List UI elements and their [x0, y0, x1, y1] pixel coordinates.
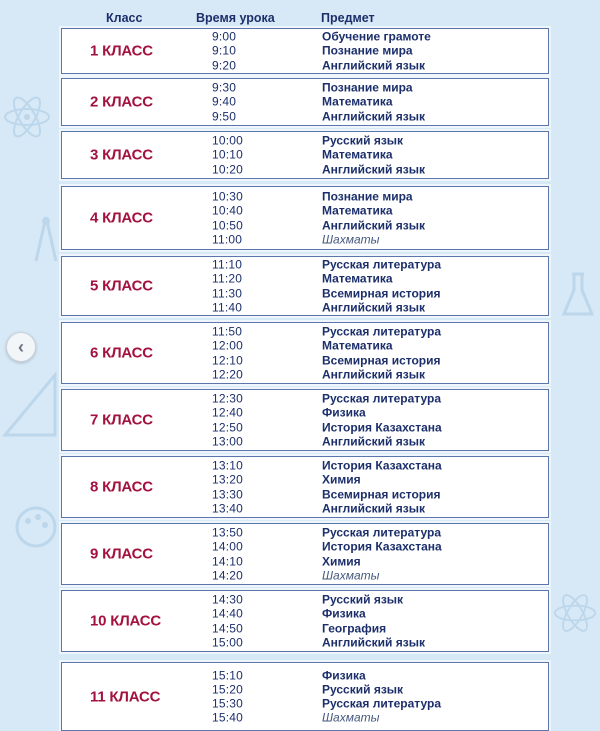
lesson-subject: История Казахстана	[322, 420, 442, 434]
schedule-row	[61, 131, 549, 179]
lesson-subjects	[322, 525, 442, 582]
lesson-time: 9:00	[212, 29, 237, 44]
lesson-time: 9:40	[212, 94, 237, 109]
lesson-subject: Математика	[322, 147, 393, 162]
lesson-time: 10:10	[212, 147, 244, 162]
ruler-triangle-icon	[0, 370, 60, 440]
lesson-time: 11:50	[212, 324, 243, 339]
lesson-subject: Шахматы	[322, 710, 380, 725]
lesson-subjects	[322, 189, 425, 246]
lesson-subjects	[322, 668, 441, 725]
lesson-times	[212, 458, 243, 515]
lesson-time: 14:40	[212, 606, 244, 621]
lesson-times	[212, 668, 243, 725]
grade-label: 1 КЛАСС	[90, 42, 153, 60]
lesson-time: 9:10	[212, 43, 237, 58]
lesson-time: 13:00	[212, 434, 244, 449]
grade-label: 9 КЛАСС	[90, 545, 153, 563]
compass-icon	[32, 215, 60, 265]
schedule-row	[61, 523, 549, 585]
lesson-time: 14:00	[212, 539, 244, 554]
lesson-subject: Русская литература	[322, 257, 441, 272]
lesson-time: 15:00	[212, 635, 244, 650]
lesson-subject: Шахматы	[322, 232, 380, 247]
lesson-time: 9:20	[212, 58, 237, 73]
lesson-time: 15:20	[212, 682, 244, 697]
lesson-time: 11:10	[212, 257, 243, 272]
lesson-subject: Английский язык	[322, 635, 425, 650]
lesson-subject: Всемирная история	[322, 286, 441, 300]
grade-label: 5 КЛАСС	[90, 277, 153, 295]
lesson-time: 12:30	[212, 391, 244, 406]
lesson-subject: Математика	[322, 338, 393, 353]
schedule-row	[61, 456, 549, 518]
lesson-subject: Химия	[322, 554, 361, 568]
lesson-subject: Всемирная история	[322, 353, 441, 367]
lesson-subjects	[322, 257, 441, 314]
lesson-subject: Русская литература	[322, 696, 441, 711]
lesson-subjects	[322, 592, 425, 649]
grade-label: 7 КЛАСС	[90, 411, 153, 429]
lesson-subjects	[322, 134, 425, 177]
lesson-time: 12:50	[212, 420, 244, 434]
flask-icon	[560, 270, 596, 320]
lesson-time: 13:50	[212, 525, 244, 540]
lesson-subject: Математика	[322, 203, 393, 218]
lesson-time: 12:20	[212, 367, 244, 382]
grade-label: 4 КЛАСС	[90, 209, 153, 227]
lesson-subject: Шахматы	[322, 568, 380, 583]
lesson-time: 15:40	[212, 710, 244, 725]
lesson-subject: Физика	[322, 667, 366, 682]
grade-label: 3 КЛАСС	[90, 146, 153, 164]
lesson-subject: Русский язык	[322, 682, 404, 697]
lesson-time: 10:40	[212, 203, 244, 218]
lesson-subject: Английский язык	[322, 58, 425, 73]
lesson-subject: Всемирная история	[322, 487, 441, 501]
schedule-row	[61, 186, 549, 250]
lesson-subjects	[322, 458, 442, 515]
lesson-subject: История Казахстана	[322, 458, 442, 473]
lesson-times	[212, 324, 243, 381]
grade-label: 8 КЛАСС	[90, 478, 153, 496]
atom-icon	[2, 92, 52, 142]
lesson-time: 12:40	[212, 405, 244, 420]
lesson-subject: Физика	[322, 606, 366, 621]
lesson-time: 13:20	[212, 472, 244, 487]
palette-icon	[14, 505, 58, 549]
lesson-time: 12:10	[212, 353, 244, 367]
lesson-subject: Английский язык	[322, 367, 425, 382]
lesson-time: 14:50	[212, 621, 244, 635]
lesson-time: 10:50	[212, 218, 244, 232]
lesson-subject: Английский язык	[322, 162, 425, 177]
lesson-times	[212, 81, 236, 124]
grade-label: 6 КЛАСС	[90, 344, 153, 362]
lesson-time: 13:10	[212, 458, 244, 473]
header-class: Класс	[106, 11, 143, 25]
lesson-time: 9:30	[212, 80, 237, 95]
lesson-subject: Русская литература	[322, 525, 441, 540]
lesson-time: 11:00	[212, 232, 243, 247]
grade-label: 11 КЛАСС	[90, 688, 161, 705]
lesson-time: 10:30	[212, 189, 244, 204]
lesson-subject: Русский язык	[322, 592, 404, 607]
lesson-times	[212, 525, 243, 582]
lesson-subject: Английский язык	[322, 300, 425, 315]
grade-label: 10 КЛАСС	[90, 612, 162, 630]
lesson-subject: Русский язык	[322, 133, 404, 148]
lesson-time: 11:20	[212, 271, 243, 286]
lesson-time: 11:30	[212, 286, 243, 300]
lesson-subject: Английский язык	[322, 109, 425, 124]
schedule-row	[61, 389, 549, 451]
header-time: Время урока	[196, 11, 275, 25]
lesson-subject: Математика	[322, 94, 393, 109]
lesson-subjects	[322, 324, 441, 381]
lesson-subject: Познание мира	[322, 189, 413, 204]
lesson-time: 15:30	[212, 696, 244, 711]
lesson-subject: Познание мира	[322, 43, 413, 58]
lesson-time: 15:10	[212, 667, 244, 682]
lesson-subject: Физика	[322, 405, 366, 420]
lesson-subjects	[322, 391, 442, 448]
schedule-row	[61, 78, 549, 126]
lesson-times	[212, 134, 243, 177]
schedule-row	[61, 28, 549, 74]
lesson-subject: Химия	[322, 472, 361, 487]
lesson-subject: История Казахстана	[322, 539, 442, 554]
lesson-subject: Обучение грамоте	[322, 29, 431, 44]
grade-label: 2 КЛАСС	[90, 93, 153, 111]
lesson-time: 14:20	[212, 568, 244, 583]
lesson-subject: География	[322, 621, 387, 635]
lesson-time: 10:00	[212, 133, 244, 148]
lesson-subject: Английский язык	[322, 218, 425, 232]
lesson-subject: Английский язык	[322, 501, 425, 516]
table-header	[0, 8, 600, 28]
lesson-subject: Математика	[322, 271, 393, 286]
lesson-subject: Русская литература	[322, 324, 441, 339]
schedule-row	[61, 256, 549, 316]
previous-slide-button[interactable]	[6, 332, 36, 362]
lesson-time: 9:50	[212, 109, 237, 124]
schedule-row	[61, 662, 549, 731]
lesson-times	[212, 592, 243, 649]
lesson-subjects	[322, 81, 425, 124]
chevron-left-icon: ‹	[18, 336, 24, 357]
lesson-times	[212, 391, 243, 448]
lesson-subject: Русская литература	[322, 391, 441, 406]
lesson-subject: Познание мира	[322, 80, 413, 95]
lesson-times	[212, 189, 243, 246]
lesson-time: 12:00	[212, 338, 244, 353]
lesson-time: 11:40	[212, 300, 243, 315]
lesson-time: 14:30	[212, 592, 244, 607]
header-subject: Предмет	[321, 11, 375, 25]
schedule-row	[61, 590, 549, 652]
atom-icon-right	[552, 590, 598, 636]
lesson-times	[212, 257, 242, 314]
lesson-time: 13:30	[212, 487, 244, 501]
lesson-time: 10:20	[212, 162, 244, 177]
lesson-time: 13:40	[212, 501, 244, 516]
lesson-subjects	[322, 30, 431, 73]
lesson-time: 14:10	[212, 554, 244, 568]
lesson-times	[212, 30, 236, 73]
lesson-subject: Английский язык	[322, 434, 425, 449]
schedule-row	[61, 322, 549, 384]
